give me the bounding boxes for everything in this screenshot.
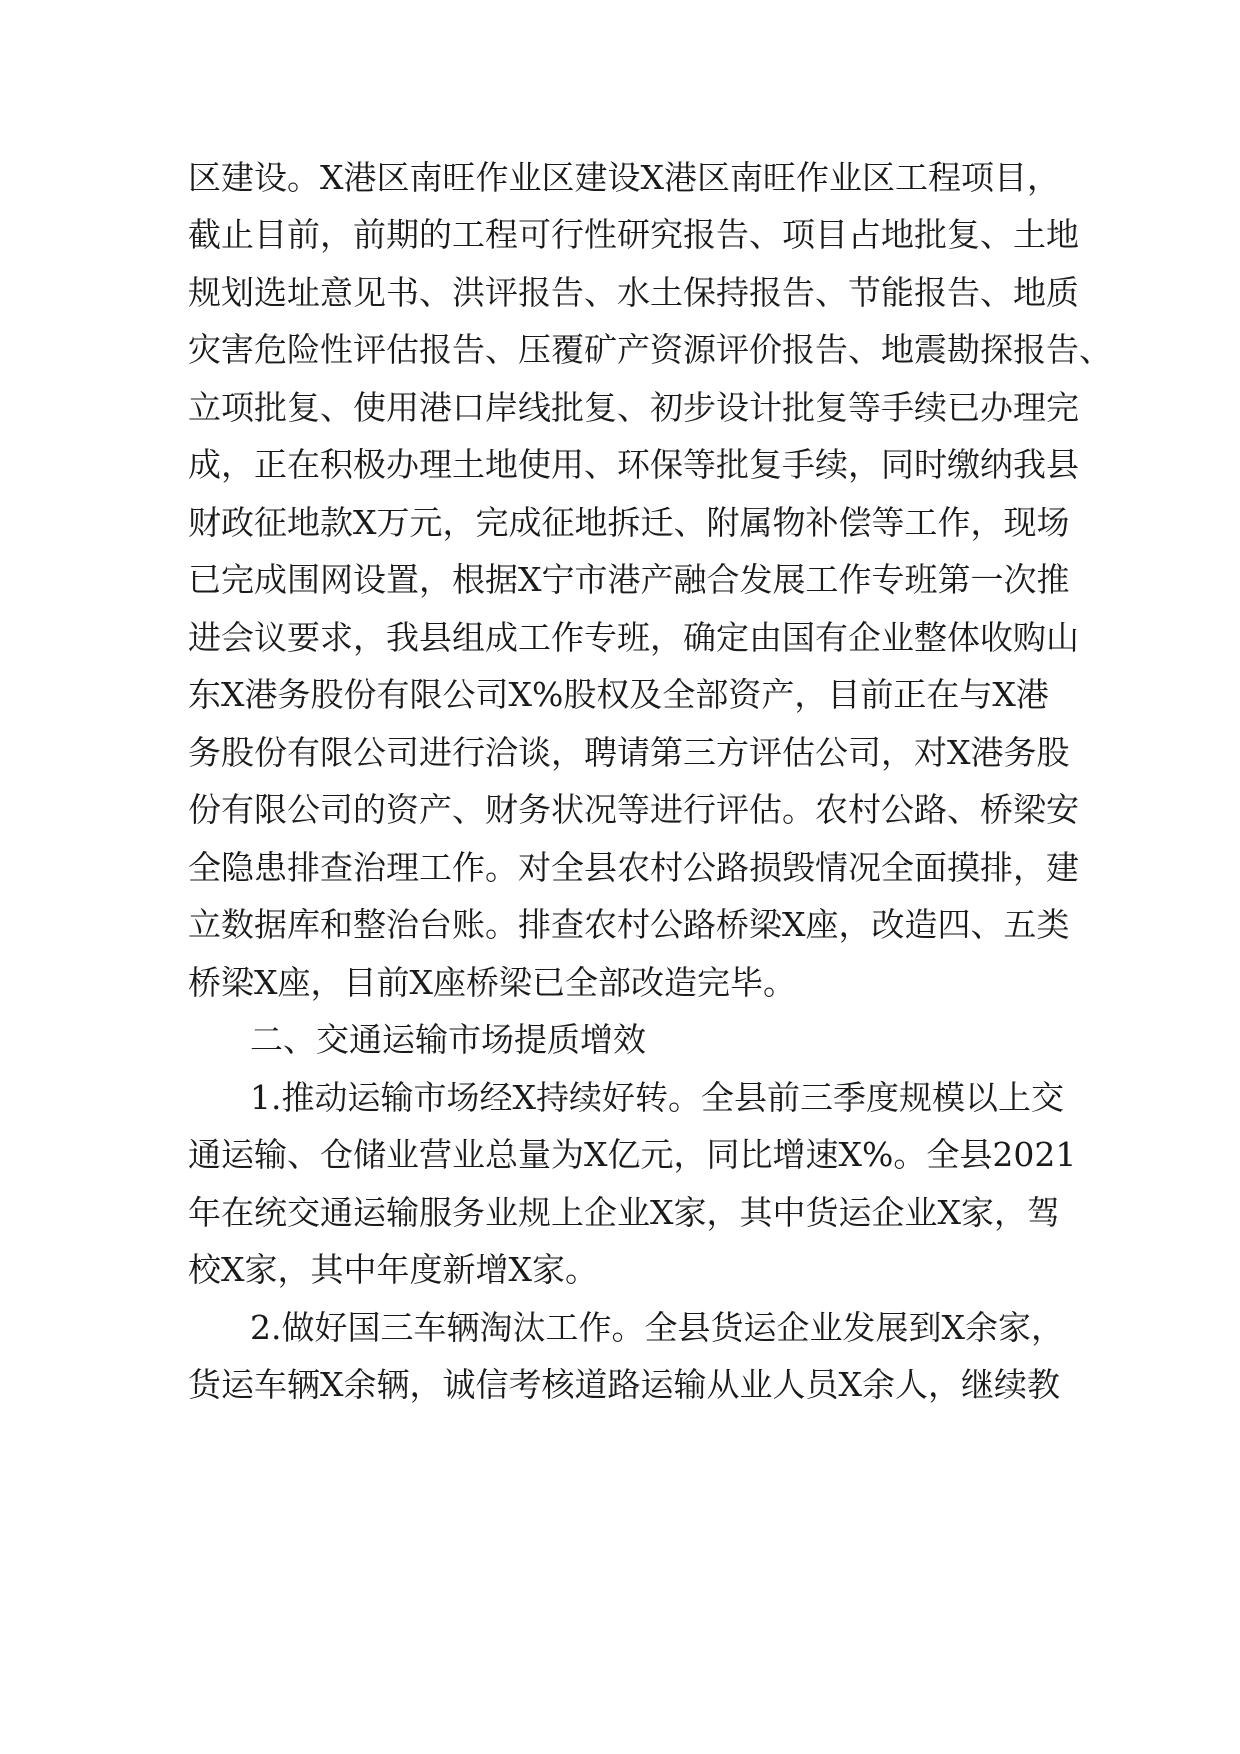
text-line: 成，正在积极办理土地使用、环保等批复手续，同时缴纳我县 bbox=[188, 445, 1079, 484]
text-line: 2.做好国三车辆淘汰工作。全县货运企业发展到X余家， bbox=[250, 1308, 1064, 1347]
text-line: 全隐患排查治理工作。对全县农村公路损毁情况全面摸排，建 bbox=[188, 848, 1079, 887]
text-line: 区建设。X港区南旺作业区建设X港区南旺作业区工程项目， bbox=[188, 158, 1060, 197]
text-line: 1.推动运输市场经X持续好转。全县前三季度规模以上交 bbox=[250, 1078, 1064, 1117]
text-line: 财政征地款X万元，完成征地拆迁、附属物补偿等工作，现场 bbox=[188, 503, 1070, 542]
text-line: 规划选址意见书、洪评报告、水土保持报告、节能报告、地质 bbox=[188, 273, 1079, 312]
text-line: 立数据库和整治台账。排查农村公路桥梁X座，改造四、五类 bbox=[188, 905, 1070, 944]
text-line: 货运车辆X余辆，诚信考核道路运输从业人员X余人，继续教 bbox=[188, 1365, 1060, 1404]
text-line: 通运输、仓储业营业总量为X亿元，同比增速X%。全县2021 bbox=[188, 1135, 1077, 1174]
text-line: 东X港务股份有限公司X%股权及全部资产，目前正在与X港 bbox=[188, 675, 1049, 714]
text-line: 灾害危险性评估报告、压覆矿产资源评价报告、地震勘探报告、 bbox=[188, 330, 1112, 369]
text-line: 立项批复、使用港口岸线批复、初步设计批复等手续已办理完 bbox=[188, 388, 1079, 427]
text-line: 务股份有限公司进行洽谈，聘请第三方评估公司，对X港务股 bbox=[188, 733, 1070, 772]
text-line: 截止目前，前期的工程可行性研究报告、项目占地批复、土地 bbox=[188, 215, 1079, 254]
text-line: 进会议要求，我县组成工作专班，确定由国有企业整体收购山 bbox=[188, 618, 1079, 657]
section-heading: 二、交通运输市场提质增效 bbox=[250, 1020, 646, 1059]
text-line: 年在统交通运输服务业规上企业X家，其中货运企业X家，驾 bbox=[188, 1193, 1060, 1232]
text-line: 桥梁X座，目前X座桥梁已全部改造完毕。 bbox=[188, 963, 796, 1002]
text-line: 校X家，其中年度新增X家。 bbox=[188, 1250, 598, 1289]
text-line: 份有限公司的资产、财务状况等进行评估。农村公路、桥梁安 bbox=[188, 790, 1079, 829]
text-line: 已完成围网设置，根据X宁市港产融合发展工作专班第一次推 bbox=[188, 560, 1070, 599]
